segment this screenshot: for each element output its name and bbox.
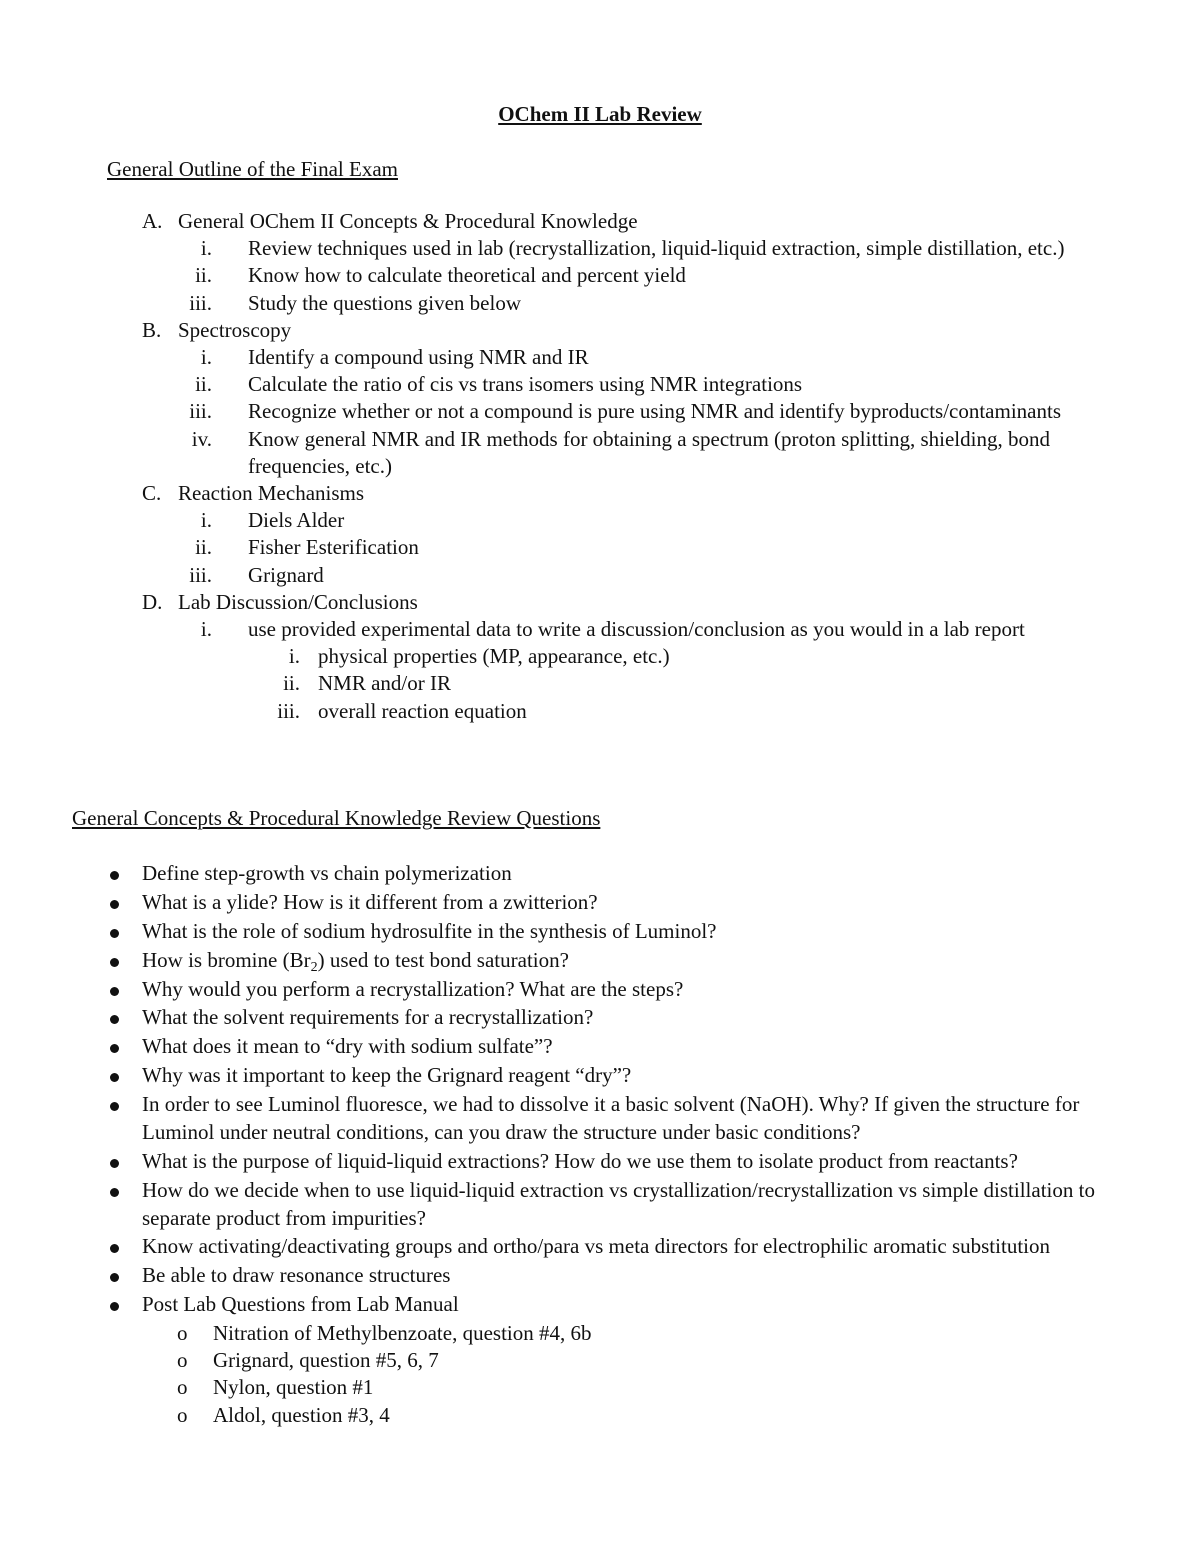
subitem-marker: ii. xyxy=(283,671,300,696)
item-marker: i. xyxy=(200,617,212,642)
question-text: How do we decide when to use liquid-liquid extraction vs crystallization/recrystallization vs simple distillation to separate product from impurities? xyxy=(142,1177,1095,1230)
bullet-icon xyxy=(110,871,119,880)
post-lab-text: Nitration of Methylbenzoate, question #4, 6b xyxy=(213,1321,592,1346)
bullet-icon xyxy=(110,1273,119,1282)
item-text: Calculate the ratio of cis vs trans isomers using NMR integrations xyxy=(248,372,803,397)
section-label: Lab Discussion/Conclusions xyxy=(178,589,418,614)
post-lab-item xyxy=(0,1402,1200,1429)
outline-subitem xyxy=(0,698,1200,725)
outline-item xyxy=(0,562,1200,589)
bullet-icon xyxy=(110,1102,119,1111)
list-item xyxy=(0,1291,1200,1319)
item-text: Recognize whether or not a compound is pure using NMR and identify byproducts/contaminants xyxy=(248,399,1062,424)
question-text: In order to see Luminol fluoresce, we had to dissolve it a basic solvent (NaOH). Why? If given the structure for Luminol under neutral conditions, can you draw the structure under basic conditions? xyxy=(142,1092,1080,1144)
list-item xyxy=(0,889,1200,917)
outline-item xyxy=(0,235,1200,262)
question-text: Post Lab Questions from Lab Manual xyxy=(142,1292,459,1317)
item-text: Know how to calculate theoretical and percent yield xyxy=(248,263,686,288)
list-item xyxy=(0,918,1200,946)
circle-bullet-icon: o xyxy=(177,1348,188,1373)
outline-item xyxy=(0,371,1200,398)
list-item xyxy=(0,1091,1200,1147)
outline-item xyxy=(0,507,1200,534)
question-text: Why was it important to keep the Grignard reagent “dry”? xyxy=(142,1063,632,1088)
item-marker: i. xyxy=(200,236,212,261)
subitem-marker: i. xyxy=(288,644,300,669)
item-text: Study the questions given below xyxy=(248,290,521,315)
post-lab-text: Nylon, question #1 xyxy=(213,1375,374,1400)
outline-item xyxy=(0,262,1200,289)
question-text: Know activating/deactivating groups and ortho/para vs meta directors for electrophilic aromatic substitution xyxy=(142,1234,1050,1259)
questions-heading: General Concepts & Procedural Knowledge Review Questions xyxy=(72,806,601,830)
item-marker: ii. xyxy=(195,372,212,397)
question-text-suffix: ) used to test bond saturation? xyxy=(317,947,569,972)
section-marker: C. xyxy=(142,481,162,506)
post-lab-item xyxy=(0,1320,1200,1347)
bullet-icon xyxy=(110,1015,119,1024)
section-marker: B. xyxy=(142,317,162,342)
list-item xyxy=(0,1233,1200,1261)
question-text: Why would you perform a recrystallization? What are the steps? xyxy=(142,976,684,1001)
question-text: How is bromine (Br xyxy=(142,947,311,972)
list-item xyxy=(0,947,1200,975)
item-marker: iii. xyxy=(189,399,212,424)
question-text: What is a ylide? How is it different from a zwitterion? xyxy=(142,889,598,914)
item-marker: i. xyxy=(200,345,212,370)
item-marker: i. xyxy=(200,508,212,533)
section-label: Spectroscopy xyxy=(178,317,292,342)
exam-outline xyxy=(0,208,1200,725)
list-item xyxy=(0,1262,1200,1290)
bullet-icon xyxy=(110,900,119,909)
outline-item xyxy=(0,344,1200,371)
review-questions-list xyxy=(0,860,1200,1429)
outline-subitem xyxy=(0,670,1200,697)
post-lab-item xyxy=(0,1374,1200,1401)
question-text: Be able to draw resonance structures xyxy=(142,1263,451,1288)
outline-item xyxy=(0,426,1200,480)
section-label: Reaction Mechanisms xyxy=(178,481,365,506)
outline-heading: General Outline of the Final Exam xyxy=(107,157,398,181)
outline-item xyxy=(0,398,1200,425)
list-item xyxy=(0,1033,1200,1061)
section-marker: D. xyxy=(142,589,163,614)
question-text: Define step-growth vs chain polymerization xyxy=(142,861,512,885)
outline-section-d xyxy=(0,589,1200,616)
item-text: Review techniques used in lab (recrystallization, liquid-liquid extraction, simple distillation, etc.) xyxy=(248,236,1065,261)
bullet-icon xyxy=(110,929,119,938)
bullet-icon xyxy=(110,1244,119,1253)
outline-item xyxy=(0,290,1200,317)
question-text: What the solvent requirements for a recrystallization? xyxy=(142,1005,594,1030)
page-title: OChem II Lab Review xyxy=(498,102,702,126)
bullet-icon xyxy=(110,958,119,967)
outline-section-c xyxy=(0,480,1200,507)
bullet-icon xyxy=(110,1188,119,1197)
post-lab-item xyxy=(0,1347,1200,1374)
outline-section-b xyxy=(0,317,1200,344)
circle-bullet-icon: o xyxy=(177,1402,188,1427)
item-text: use provided experimental data to write a discussion/conclusion as you would in a lab report xyxy=(248,617,1025,642)
item-marker: ii. xyxy=(195,263,212,288)
list-item xyxy=(0,1004,1200,1032)
outline-section-a xyxy=(0,208,1200,235)
list-item xyxy=(0,1062,1200,1090)
post-lab-text: Grignard, question #5, 6, 7 xyxy=(213,1348,439,1373)
list-item xyxy=(0,860,1200,888)
question-text: What is the purpose of liquid-liquid extractions? How do we use them to isolate product from reactants? xyxy=(142,1148,1018,1173)
circle-bullet-icon: o xyxy=(177,1321,188,1346)
outline-subitem xyxy=(0,643,1200,670)
item-marker: iii. xyxy=(189,290,212,315)
item-text: Know general NMR and IR methods for obtaining a spectrum (proton splitting, shielding, bond frequencies, etc.) xyxy=(248,426,1050,478)
subitem-text: physical properties (MP, appearance, etc.) xyxy=(318,644,670,669)
circle-bullet-icon: o xyxy=(177,1375,188,1400)
list-item xyxy=(0,1177,1200,1233)
subitem-text: overall reaction equation xyxy=(318,698,527,723)
bullet-icon xyxy=(110,1044,119,1053)
section-label: General OChem II Concepts & Procedural Knowledge xyxy=(178,209,638,233)
item-marker: iii. xyxy=(189,562,212,587)
question-text: What is the role of sodium hydrosulfite in the synthesis of Luminol? xyxy=(142,918,717,943)
bromine-subscript: 2 xyxy=(310,959,318,975)
list-item xyxy=(0,976,1200,1004)
item-text: Identify a compound using NMR and IR xyxy=(248,345,589,370)
item-marker: ii. xyxy=(195,535,212,560)
bullet-icon xyxy=(110,1302,119,1311)
section-marker: A. xyxy=(142,209,163,233)
subitem-text: NMR and/or IR xyxy=(318,671,451,696)
item-text: Fisher Esterification xyxy=(248,535,419,560)
subitem-marker: iii. xyxy=(277,698,300,723)
outline-item xyxy=(0,534,1200,561)
item-marker: iv. xyxy=(191,426,212,451)
bullet-icon xyxy=(110,1073,119,1082)
post-lab-text: Aldol, question #3, 4 xyxy=(213,1402,390,1427)
bullet-icon xyxy=(110,1159,119,1168)
list-item xyxy=(0,1148,1200,1176)
item-text: Grignard xyxy=(248,562,324,587)
question-text: What does it mean to “dry with sodium sulfate”? xyxy=(142,1034,553,1059)
bullet-icon xyxy=(110,987,119,996)
outline-item xyxy=(0,616,1200,643)
item-text: Diels Alder xyxy=(248,508,345,533)
